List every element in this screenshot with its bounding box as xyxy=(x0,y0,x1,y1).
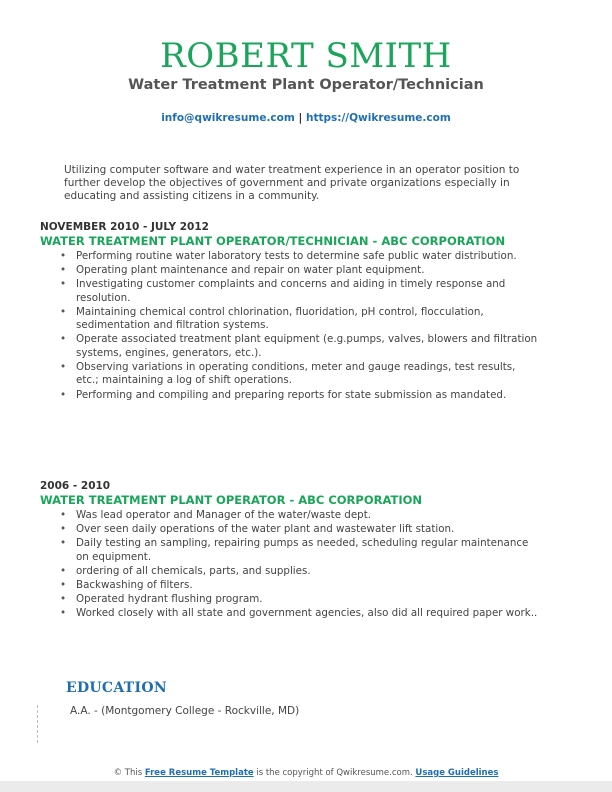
job-entry-title: WATER TREATMENT PLANT OPERATOR - ABC CORPORATION xyxy=(40,493,422,507)
footer-middle: is the copyright of Qwikresume.com. xyxy=(256,768,413,778)
candidate-name: ROBERT SMITH xyxy=(160,36,452,76)
education-heading: EDUCATION xyxy=(66,680,167,696)
list-item: • Maintaining chemical control chlorination, fluoridation, pH control, flocculation, sedimentation and filtration systems. xyxy=(76,306,540,333)
footer xyxy=(0,768,612,778)
list-item: • Was lead operator and Manager of the water/waste dept. xyxy=(76,509,540,523)
job-entry-1 xyxy=(40,221,540,403)
usage-guidelines-link[interactable]: Usage Guidelines xyxy=(415,768,499,778)
contact-separator: | xyxy=(298,112,303,124)
job-title: Water Treatment Plant Operator/Technician xyxy=(128,77,484,93)
email-link[interactable]: info@qwikresume.com xyxy=(161,112,295,124)
education-divider xyxy=(37,705,38,743)
footer-prefix: © This xyxy=(113,768,143,778)
job-bullets xyxy=(40,509,540,621)
list-item: • Investigating customer complaints and concerns and aiding in timely response and resolution. xyxy=(76,278,540,305)
job-bullets xyxy=(40,250,540,402)
list-item: • Daily testing an sampling, repairing pumps as needed, scheduling regular maintenance on equipment. xyxy=(76,537,540,564)
job-entry-2 xyxy=(40,480,540,621)
footer-bar xyxy=(0,781,612,792)
list-item: • Backwashing of filters. xyxy=(76,579,540,593)
list-item: • Performing routine water laboratory tests to determine safe public water distribution. xyxy=(76,250,540,264)
list-item: • Performing and compiling and preparing reports for state submission as mandated. xyxy=(76,389,540,403)
list-item: • Operated hydrant flushing program. xyxy=(76,593,540,607)
job-dates: 2006 - 2010 xyxy=(40,480,111,492)
list-item: • Over seen daily operations of the water plant and wastewater lift station. xyxy=(76,523,540,537)
free-template-link[interactable]: Free Resume Template xyxy=(144,768,254,778)
job-dates: NOVEMBER 2010 - JULY 2012 xyxy=(40,221,209,233)
list-item: • Operating plant maintenance and repair on water plant equipment. xyxy=(76,264,540,278)
education-item: A.A. - (Montgomery College - Rockville, MD) xyxy=(70,705,300,717)
list-item: • Worked closely with all state and government agencies, also did all required paper work.. xyxy=(76,607,540,621)
job-entry-title: WATER TREATMENT PLANT OPERATOR/TECHNICIAN - ABC CORPORATION xyxy=(40,234,506,248)
website-link[interactable]: https://Qwikresume.com xyxy=(305,112,451,124)
summary: Utilizing computer software and water treatment experience in an operator position to further develop the objectives of government and private organizations especially in educating and assisting citizens in a community. xyxy=(64,164,520,202)
list-item: • Operate associated treatment plant equipment (e.g.pumps, valves, blowers and filtration systems, engines, generators, etc.). xyxy=(76,333,540,360)
list-item: • ordering of all chemicals, parts, and supplies. xyxy=(76,565,540,579)
list-item: • Observing variations in operating conditions, meter and gauge readings, test results, etc.; maintaining a log of shift operations. xyxy=(76,361,540,388)
contact-line xyxy=(0,112,612,124)
